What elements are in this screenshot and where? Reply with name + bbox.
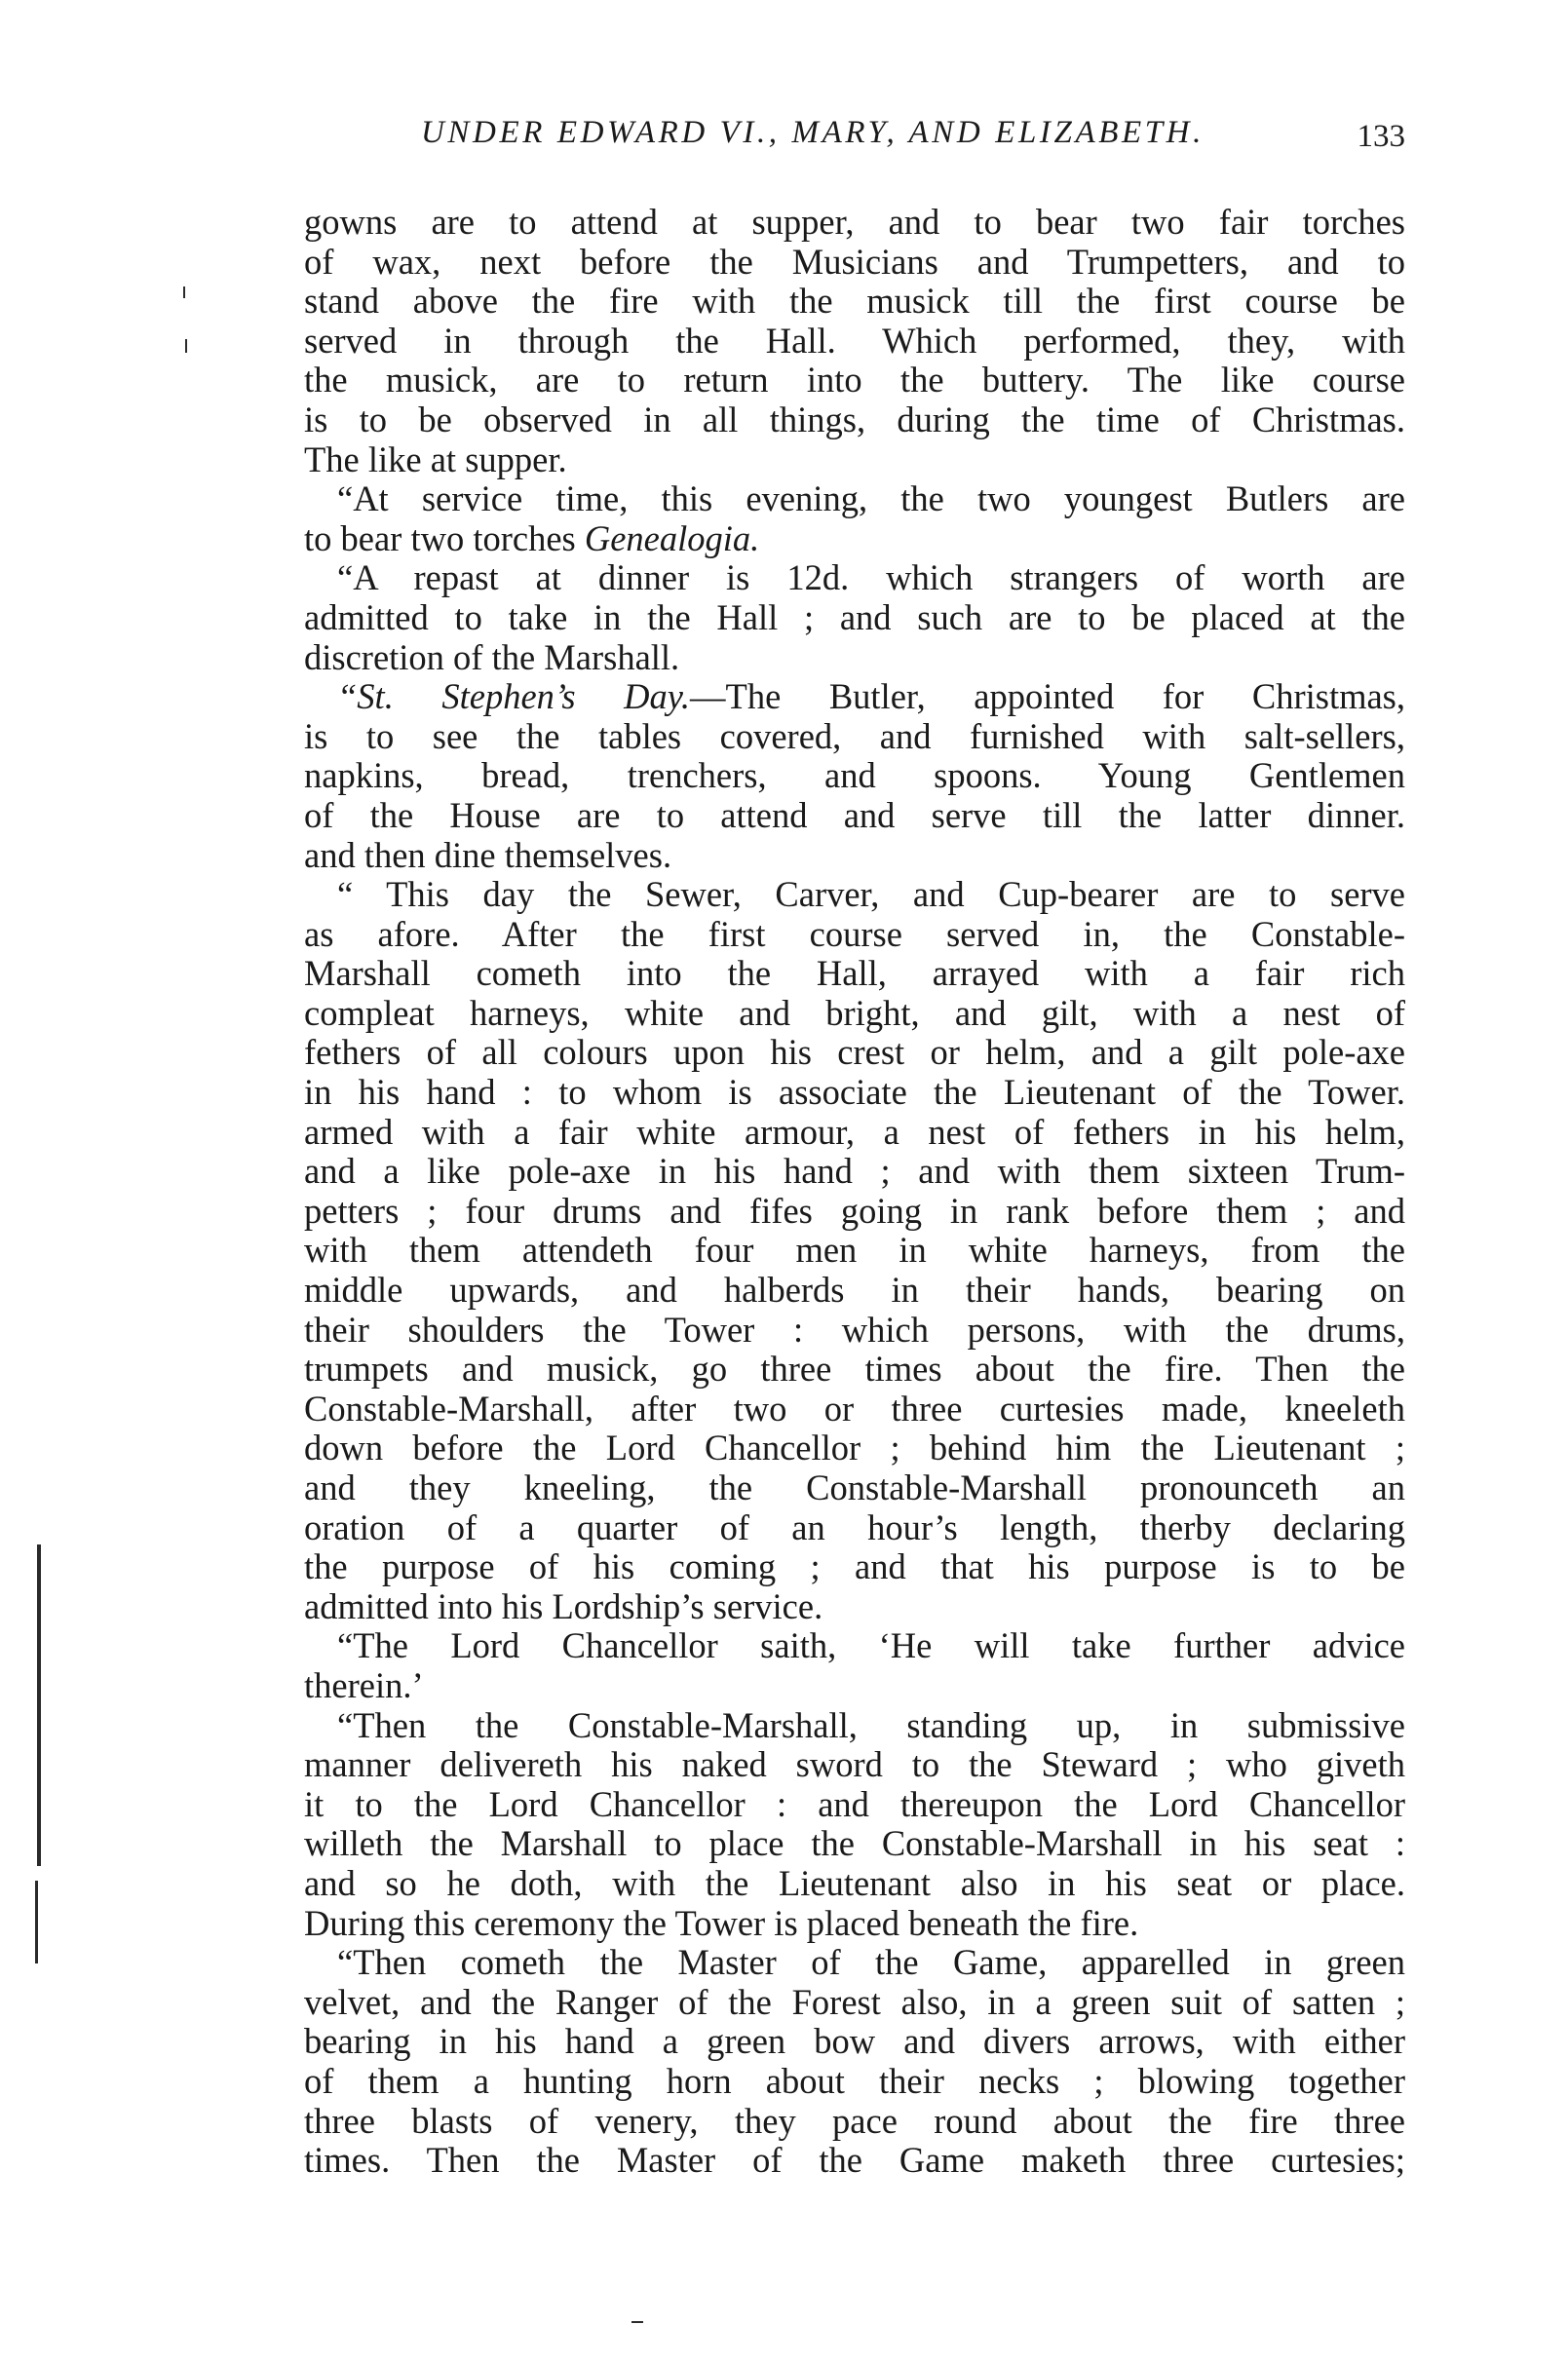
scan-artifact-mark	[185, 339, 187, 353]
running-head: UNDER EDWARD VI., MARY, AND ELIZABETH.	[421, 115, 1205, 150]
text-line: The like at supper.	[304, 439, 567, 479]
text-span: to bear two torches	[304, 518, 576, 558]
text-line: velvet, and the Ranger of the Forest also, in a green suit of satten ;	[304, 1982, 1405, 2022]
scan-artifact-mark	[35, 1881, 38, 1963]
text-line: discretion of the Marshall.	[304, 637, 680, 677]
text-line: trumpets and musick, go three times about the fire. Then the	[304, 1350, 1405, 1390]
text-line: three blasts of venery, they pace round about the fire three	[304, 2101, 1405, 2141]
text-line: with them attendeth four men in white harneys, from the	[304, 1231, 1405, 1271]
text-line	[304, 677, 1405, 717]
text-line: the musick, are to return into the buttery. The like course	[304, 361, 1405, 400]
text-line: and a like pole-axe in his hand ; and with them sixteen Trum-	[304, 1152, 1405, 1192]
text-line: armed with a fair white armour, a nest of fethers in his helm,	[304, 1112, 1405, 1152]
italic-heading: “St. Stephen’s Day.	[337, 677, 691, 717]
text-line: bearing in his hand a green bow and divers arrows, with either	[304, 2022, 1405, 2062]
text-line: therein.’	[304, 1665, 424, 1705]
text-line: their shoulders the Tower : which persons, with the drums,	[304, 1310, 1405, 1350]
text-line: is to see the tables covered, and furnished with salt-sellers,	[304, 716, 1405, 756]
text-line: compleat harneys, white and bright, and gilt, with a nest of	[304, 993, 1405, 1033]
text-line: and then dine themselves.	[304, 835, 672, 875]
text-line: oration of a quarter of an hour’s length, therby declaring	[304, 1507, 1405, 1547]
text-line: During this ceremony the Tower is placed beneath the fire.	[304, 1903, 1139, 1943]
text-line: down before the Lord Chancellor ; behind him the Lieutenant ;	[304, 1429, 1405, 1468]
text-line: is to be observed in all things, during the time of Christmas.	[304, 400, 1405, 439]
text-span: —The Butler, appointed for Christmas,	[690, 677, 1405, 717]
italic-term: Genealogia.	[584, 518, 760, 558]
text-line: as afore. After the first course served in, the Constable-	[304, 914, 1405, 954]
text-line: willeth the Marshall to place the Constable-Marshall in his seat :	[304, 1824, 1405, 1864]
text-line: fethers of all colours upon his crest or helm, and a gilt pole-axe	[304, 1033, 1405, 1073]
text-line: it to the Lord Chancellor : and thereupon the Lord Chancellor	[304, 1784, 1405, 1824]
text-line: Constable-Marshall, after two or three curtesies made, kneeleth	[304, 1389, 1405, 1429]
text-line: in his hand : to whom is associate the Lieutenant of the Tower.	[304, 1073, 1405, 1113]
text-line: petters ; four drums and fifes going in rank before them ; and	[304, 1191, 1405, 1231]
text-line	[304, 519, 1405, 559]
page-number: 133	[1357, 119, 1405, 154]
scan-artifact-mark	[37, 1544, 41, 1866]
text-line: times. Then the Master of the Game maketh three curtesies;	[304, 2141, 1405, 2181]
text-line: “At service time, this evening, the two youngest Butlers are	[337, 479, 1405, 519]
text-line: served in through the Hall. Which performed, they, with	[304, 321, 1405, 361]
text-line: napkins, bread, trenchers, and spoons. Young Gentlemen	[304, 756, 1405, 796]
text-line: “Then the Constable-Marshall, standing up, in submissive	[337, 1705, 1405, 1745]
text-line: stand above the fire with the musick till the first course be	[304, 282, 1405, 322]
text-line: gowns are to attend at supper, and to bear two fair torches	[304, 203, 1405, 242]
text-line: “The Lord Chancellor saith, ‘He will take further advice	[337, 1626, 1405, 1666]
text-line: of the House are to attend and serve till the latter dinner.	[304, 795, 1405, 835]
text-line: and so he doth, with the Lieutenant also in his seat or place.	[304, 1863, 1405, 1903]
text-line: middle upwards, and halberds in their hands, bearing on	[304, 1271, 1405, 1311]
text-line: of wax, next before the Musicians and Trumpetters, and to	[304, 242, 1405, 282]
text-line: and they kneeling, the Constable-Marshall pronounceth an	[304, 1468, 1405, 1507]
text-line: the purpose of his coming ; and that his purpose is to be	[304, 1547, 1405, 1587]
text-line: admitted to take in the Hall ; and such are to be placed at the	[304, 597, 1405, 637]
page-header	[304, 115, 1405, 173]
scan-artifact-mark	[183, 286, 185, 298]
text-line: manner delivereth his naked sword to the Steward ; who giveth	[304, 1745, 1405, 1785]
text-line: of them a hunting horn about their necks ; blowing together	[304, 2061, 1405, 2101]
text-line: admitted into his Lordship’s service.	[304, 1586, 823, 1626]
text-line: “A repast at dinner is 12d. which strangers of worth are	[337, 558, 1405, 598]
body-text	[304, 203, 1405, 2181]
text-line: “Then cometh the Master of the Game, apparelled in green	[337, 1943, 1405, 1983]
text-line: “ This day the Sewer, Carver, and Cup-bearer are to serve	[337, 875, 1405, 915]
scan-artifact-mark	[631, 2321, 643, 2323]
text-line: Marshall cometh into the Hall, arrayed with a fair rich	[304, 954, 1405, 994]
